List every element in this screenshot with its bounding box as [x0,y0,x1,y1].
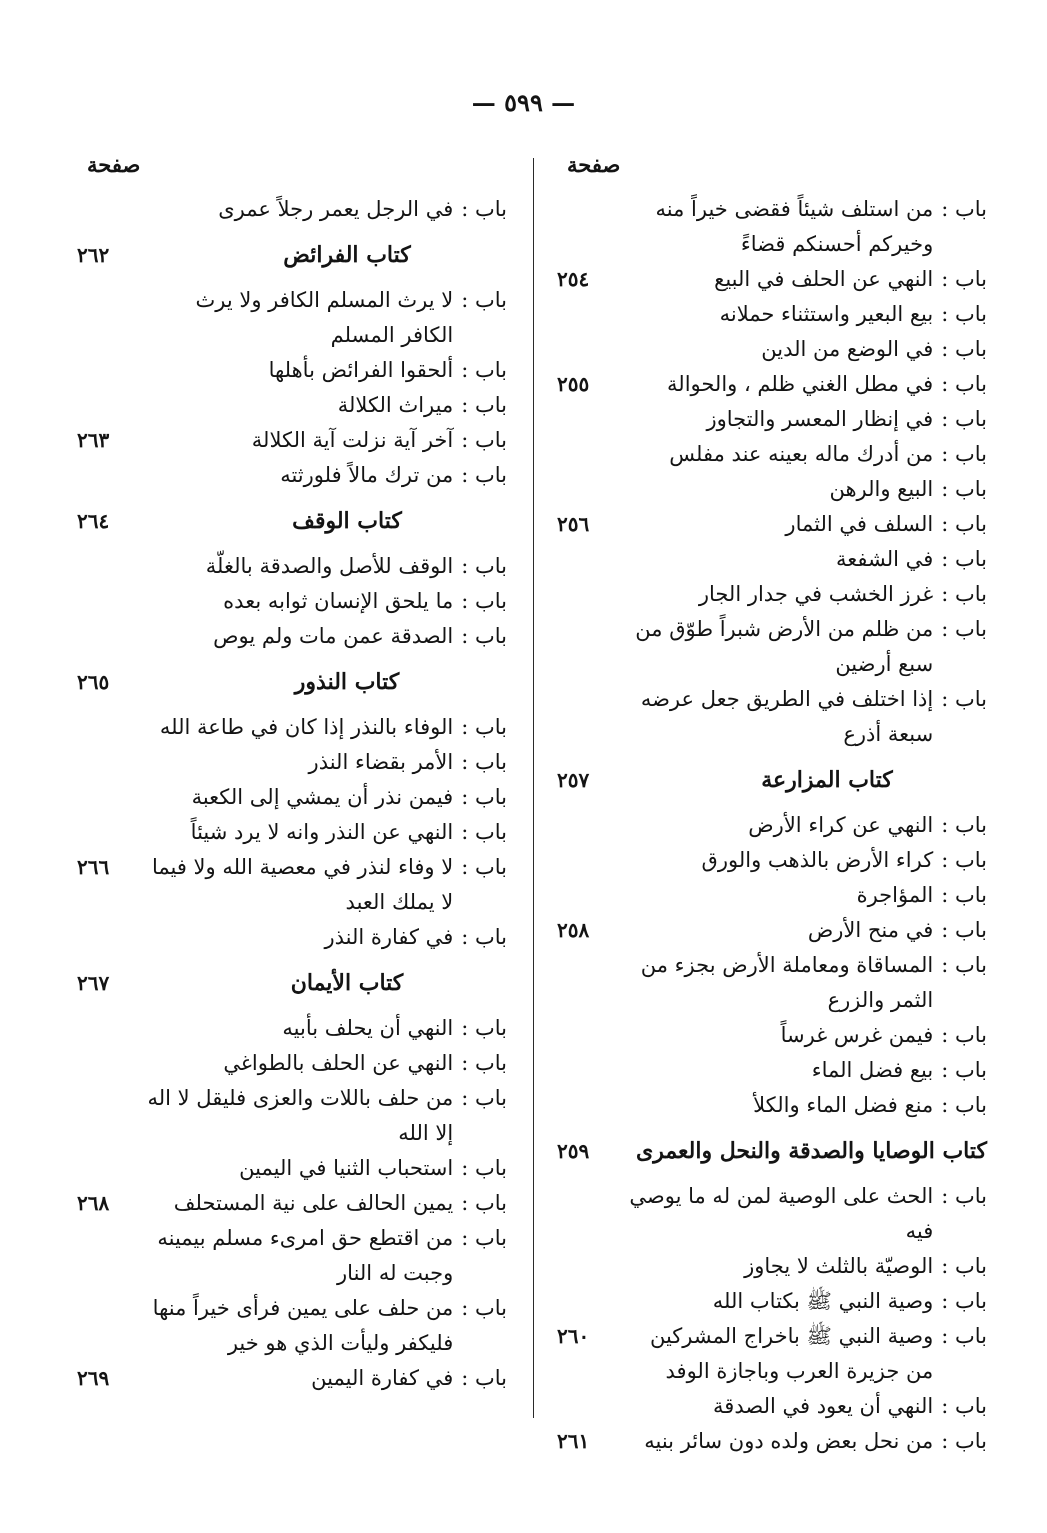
book-title: كتاب الوصايا والصدقة والنحل والعمرى [635,1138,987,1164]
chapter-prefix: باب : [461,925,507,949]
chapter-entry [77,710,507,745]
chapter-prefix: باب : [941,547,987,571]
chapter-entry [557,1389,987,1424]
book-heading [77,965,507,1001]
chapter-prefix: باب : [941,813,987,837]
chapter-entry [557,192,987,262]
book-heading [557,1133,987,1169]
chapter-title: في كفارة النذر [324,925,454,949]
chapter-prefix: باب : [941,1324,987,1348]
page-ref: ٢٦٢ [77,243,110,267]
chapter-entry [77,850,507,920]
chapter-prefix: باب : [461,393,507,417]
chapter-entry [557,843,987,878]
chapter-title: ما يلحق الإنسان ثوابه بعده [223,589,454,613]
chapter-entry [557,808,987,843]
chapter-title: من حلف على يمين فرأى خيراً منها فليكفر وليأت الذي هو خير [152,1296,454,1355]
chapter-prefix: باب : [941,512,987,536]
chapter-title: فيمن نذر أن يمشي إلى الكعبة [191,785,454,809]
chapter-entry [557,332,987,367]
chapter-prefix: باب : [941,883,987,907]
page-ref: ٢٦٧ [77,971,110,995]
page-ref: ٢٥٧ [557,768,590,792]
chapter-entry [557,297,987,332]
page-ref: ٢٦٦ [77,855,110,879]
page-number: — ٥٩٩ — [471,88,576,117]
chapter-prefix: باب : [941,1394,987,1418]
chapter-entry [557,402,987,437]
chapter-prefix: باب : [461,1051,507,1075]
chapter-prefix: باب : [941,1289,987,1313]
chapter-prefix: باب : [941,1058,987,1082]
chapter-title: الوقف للأصل والصدقة بالغلّة [205,554,454,578]
chapter-title: في منح الأرض [807,918,934,942]
chapter-title: من ترك مالاً فلورثته [280,463,454,487]
chapter-prefix: باب : [461,1191,507,1215]
chapter-title: استحباب الثنيا في اليمين [239,1156,454,1180]
chapter-title: النهي عن النذر وانه لا يرد شيئاً [190,820,454,844]
chapter-title: الأمر بقضاء النذر [308,750,454,774]
chapter-prefix: باب : [461,463,507,487]
chapter-title: في مطل الغني ظلم ، والحوالة [667,372,934,396]
chapter-title: من أدرك ماله بعينه عند مفلس [669,442,934,466]
chapter-prefix: باب : [941,953,987,977]
chapter-entry [77,745,507,780]
book-heading [77,503,507,539]
book-heading [557,762,987,798]
chapter-prefix: باب : [941,918,987,942]
chapter-prefix: باب : [941,1023,987,1047]
chapter-entry [77,423,507,458]
chapter-prefix: باب : [461,750,507,774]
chapter-prefix: باب : [941,442,987,466]
chapter-title: النهي عن الحلف في البيع [714,267,934,291]
chapter-title: من حلف باللات والعزى فليقل لا اله إلا الله [147,1086,454,1145]
chapter-title: إذا اختلف في الطريق جعل عرضه سبعة أذرع [640,687,934,746]
chapter-title: وصية النبي ﷺ باخراج المشركين من جزيرة العرب وباجازة الوفد [649,1324,934,1383]
chapter-entry [557,682,987,752]
chapter-prefix: باب : [941,1429,987,1453]
chapter-prefix: باب : [941,687,987,711]
chapter-prefix: باب : [461,358,507,382]
chapter-prefix: باب : [941,617,987,641]
chapter-prefix: باب : [941,1254,987,1278]
chapter-prefix: باب : [461,589,507,613]
chapter-entry [77,584,507,619]
chapter-prefix: باب : [941,302,987,326]
book-title: كتاب النذور [294,669,400,695]
chapter-entry [557,1284,987,1319]
chapter-prefix: باب : [941,582,987,606]
chapter-title: لا يرث المسلم الكافر ولا يرث الكافر المسلم [195,288,454,347]
chapter-entry [557,472,987,507]
chapter-entry [77,780,507,815]
chapter-entry [77,1151,507,1186]
chapter-entry [77,458,507,493]
chapter-entry [557,1249,987,1284]
book-title: كتاب الأيمان [290,970,404,996]
chapter-entry [77,388,507,423]
chapter-title: في الرجل يعمر رجلاً عمرى [218,197,454,221]
page-ref: ٢٥٦ [557,512,590,536]
chapter-prefix: باب : [461,1296,507,1320]
chapter-title: آخر آية نزلت آية الكلالة [251,428,454,452]
chapter-entry [77,1011,507,1046]
chapter-title: المساقاة ومعاملة الأرض بجزء من الثمر والزرع [640,953,934,1012]
chapter-prefix: باب : [941,197,987,221]
chapter-prefix: باب : [941,1184,987,1208]
chapter-entry [77,1186,507,1221]
chapter-title: الحث على الوصية لمن له ما يوصي فيه [629,1184,934,1243]
chapter-prefix: باب : [461,1016,507,1040]
chapter-title: الوصيّة بالثلث لا يجاوز [744,1254,934,1278]
chapter-title: لا وفاء لنذر في معصية الله ولا فيما لا يملك العبد [151,855,454,914]
chapter-title: الوفاء بالنذر إذا كان في طاعة الله [159,715,454,739]
book-title: كتاب الوقف [292,508,402,534]
chapter-entry [77,1221,507,1291]
chapter-prefix: باب : [941,1093,987,1117]
chapter-entry [77,619,507,654]
chapter-prefix: باب : [461,820,507,844]
chapter-title: بيع البعير واستثناء حملانه [719,302,934,326]
chapter-entry [77,1081,507,1151]
chapter-title: يمين الحالف على نية المستحلف [173,1191,454,1215]
page-ref: ٢٦٥ [77,670,110,694]
chapter-title: النهي أن يعود في الصدقة [713,1394,934,1418]
chapter-prefix: باب : [941,477,987,501]
chapter-title: النهي عن الحلف بالطواغي [223,1051,454,1075]
page-ref: ٢٦٩ [77,1366,110,1390]
page-ref: ٢٦٠ [557,1324,590,1348]
chapter-prefix: باب : [941,848,987,872]
chapter-entry [77,815,507,850]
chapter-title: كراء الأرض بالذهب والورق [701,848,934,872]
chapter-prefix: باب : [461,855,507,879]
chapter-entry [77,920,507,955]
chapter-entry [557,507,987,542]
book-title: كتاب المزارعة [761,767,893,793]
chapter-prefix: باب : [941,337,987,361]
book-title: كتاب الفرائض [283,242,411,268]
chapter-entry [557,1319,987,1389]
chapter-title: النهي عن كراء الأرض [748,813,934,837]
right-column [557,150,987,1490]
chapter-entry [557,612,987,682]
chapter-entry [557,1424,987,1459]
page-ref: ٢٦١ [557,1429,590,1453]
chapter-entry [557,262,987,297]
chapter-entry [557,542,987,577]
chapter-entry [77,1046,507,1081]
chapter-prefix: باب : [461,554,507,578]
chapter-prefix: باب : [461,785,507,809]
chapter-prefix: باب : [461,715,507,739]
chapter-prefix: باب : [461,1366,507,1390]
chapter-entry [77,549,507,584]
page-ref: ٢٦٣ [77,428,110,452]
page-ref: ٢٥٨ [557,918,590,942]
chapter-entry [557,577,987,612]
chapter-entry [77,1361,507,1396]
chapter-prefix: باب : [461,1226,507,1250]
chapter-title: من ظلم من الأرض شبراً طوّق من سبع أرضين [635,617,934,676]
chapter-prefix: باب : [461,428,507,452]
chapter-entry [77,1291,507,1361]
chapter-entry [77,192,507,227]
chapter-title: النهي أن يحلف بأبيه [282,1016,454,1040]
book-heading [77,237,507,273]
chapter-entry [557,1018,987,1053]
chapter-title: ألحقوا الفرائض بأهلها [268,358,454,382]
chapter-title: الصدقة عمن مات ولم يوص [213,624,454,648]
chapter-prefix: باب : [941,267,987,291]
chapter-entry [557,437,987,472]
chapter-prefix: باب : [941,372,987,396]
chapter-title: في كفارة اليمين [311,1366,454,1390]
chapter-prefix: باب : [461,197,507,221]
chapter-title: وصية النبي ﷺ بكتاب الله [712,1289,934,1313]
chapter-prefix: باب : [461,1156,507,1180]
chapter-entry [77,283,507,353]
chapter-entry [557,913,987,948]
chapter-prefix: باب : [461,288,507,312]
chapter-title: بيع فضل الماء [811,1058,934,1082]
page-ref: ٢٦٨ [77,1191,110,1215]
chapter-prefix: باب : [461,624,507,648]
chapter-title: البيع والرهن [829,477,934,501]
chapter-prefix: باب : [461,1086,507,1110]
chapter-title: ميراث الكلالة [337,393,454,417]
chapter-title: في الشفعة [836,547,934,571]
chapter-title: غرز الخشب في جدار الجار [698,582,934,606]
chapter-title: السلف في الثمار [785,512,934,536]
chapter-title: في إنظار المعسر والتجاوز [706,407,934,431]
chapter-entry [557,878,987,913]
chapter-title: في الوضع من الدين [761,337,934,361]
chapter-entry [77,353,507,388]
page-ref: ٢٦٤ [77,509,110,533]
chapter-title: من اقتطع حق امرىء مسلم بيمينه وجبت له النار [157,1226,454,1285]
page-ref: ٢٥٩ [557,1139,590,1163]
chapter-title: المؤاجرة [856,883,934,907]
page-ref: ٢٥٥ [557,372,590,396]
chapter-entry [557,1179,987,1249]
chapter-title: من نحل بعض ولده دون سائر بنيه [644,1429,934,1453]
chapter-entry [557,948,987,1018]
page-column-header: صفحة [567,152,621,177]
left-column [77,150,507,1490]
chapter-entry [557,1088,987,1123]
page-ref: ٢٥٤ [557,267,590,291]
page-column-header: صفحة [87,152,141,177]
chapter-title: منع فضل الماء والكلأ [753,1093,934,1117]
chapter-entry [557,367,987,402]
chapter-prefix: باب : [941,407,987,431]
chapter-title: من استلف شيئاً فقضى خيراً منه وخيركم أحسنكم قضاءً [655,197,934,256]
chapter-entry [557,1053,987,1088]
chapter-title: فيمن غرس غرساً [780,1023,934,1047]
column-divider [533,158,534,1418]
book-heading [77,664,507,700]
